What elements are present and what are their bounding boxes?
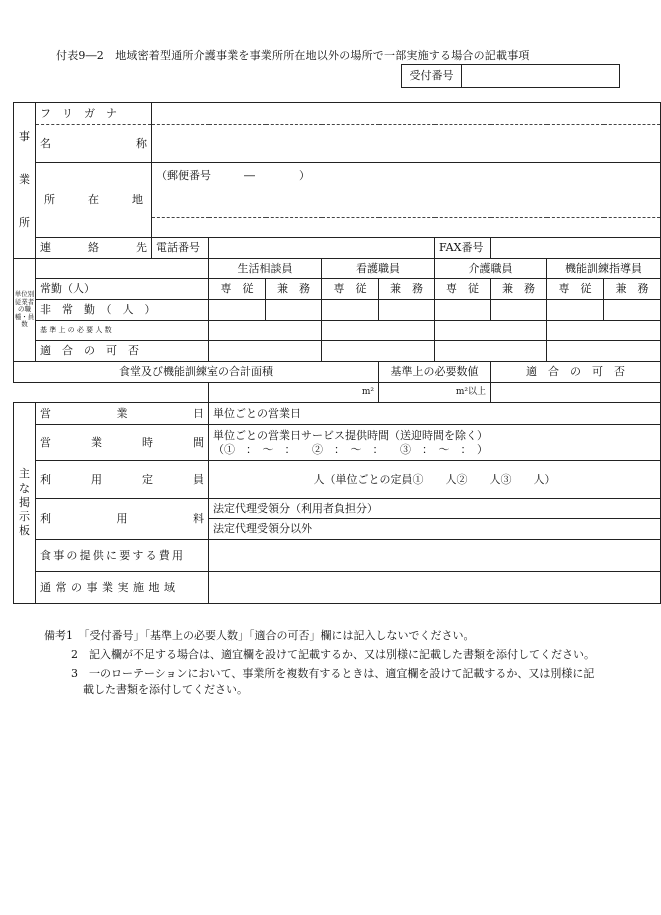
- staff-ok-cell[interactable]: [435, 341, 547, 362]
- staff-cell[interactable]: [379, 300, 435, 321]
- capacity-field[interactable]: 人（単位ごとの定員① 人② 人③ 人）: [209, 461, 661, 499]
- furigana-field[interactable]: [152, 103, 661, 125]
- address-label: 所 在 地: [36, 163, 152, 238]
- staff-header-blank: [36, 259, 209, 279]
- fax-field[interactable]: [491, 238, 661, 259]
- staff-cell[interactable]: [322, 300, 379, 321]
- required-count-label: 基 準 上 の 必 要 人 数: [36, 321, 209, 341]
- board-section-label: 主 な 掲 示 板: [14, 403, 36, 604]
- staff-required-cell[interactable]: [435, 321, 547, 341]
- meal-cost-field[interactable]: [209, 540, 661, 572]
- postal-code-field[interactable]: （郵便番号 ― ）: [152, 163, 661, 218]
- kennmu-label: 兼 務: [604, 279, 661, 300]
- days-label: 営 業 日: [36, 403, 209, 425]
- area-total-field[interactable]: m²: [209, 383, 379, 403]
- senju-label: 専 従: [435, 279, 491, 300]
- parttime-label: 非 常 勤 （ 人 ）: [36, 300, 209, 321]
- service-area-field[interactable]: [209, 572, 661, 604]
- area-ok-field[interactable]: [491, 383, 661, 403]
- job-kinou: 機能訓練指導員: [547, 259, 661, 279]
- staff-cell[interactable]: [491, 300, 547, 321]
- senju-label: 専 従: [547, 279, 604, 300]
- staff-ok-cell[interactable]: [547, 341, 661, 362]
- receipt-number-label: 受付番号: [402, 65, 462, 88]
- staff-section-label: 単位別従業者の職種・員数: [14, 259, 36, 362]
- receipt-number-field[interactable]: [462, 65, 620, 88]
- hours-line-2: （① ： ～ ： ② ： ～ ： ③ ： ～ ： ）: [213, 442, 488, 456]
- name-field[interactable]: [152, 125, 661, 163]
- staff-ok-cell[interactable]: [209, 341, 322, 362]
- fee-field-1[interactable]: 法定代理受領分（利用者負担分）: [209, 499, 661, 519]
- service-area-label: 通常の事業実施地域: [36, 572, 209, 604]
- kennmu-label: 兼 務: [379, 279, 435, 300]
- receipt-number-box: [401, 64, 620, 88]
- hours-field[interactable]: [209, 425, 661, 461]
- meal-cost-label: 食事の提供に要する費用: [36, 540, 209, 572]
- hours-label: 営 業 時 間: [36, 425, 209, 461]
- name-label: 名 称: [36, 125, 152, 163]
- tel-label: 電話番号: [152, 238, 209, 259]
- job-soudanin: 生活相談員: [209, 259, 322, 279]
- fulltime-label: 常勤（人）: [36, 279, 209, 300]
- area-blank: [14, 383, 209, 403]
- fee-field-2[interactable]: 法定代理受領分以外: [209, 519, 661, 540]
- hours-line-1: 単位ごとの営業日サービス提供時間（送迎時間を除く）: [213, 428, 488, 442]
- staff-cell[interactable]: [604, 300, 661, 321]
- area-required-field[interactable]: m²以上: [379, 383, 491, 403]
- kennmu-label: 兼 務: [491, 279, 547, 300]
- main-form-table: [13, 102, 661, 604]
- staff-required-cell[interactable]: [322, 321, 435, 341]
- note-2: 2 記入欄が不足する場合は、適宜欄を設けて記載するか、又は別様に記載した書類を添付してください。: [71, 648, 595, 661]
- staff-cell[interactable]: [435, 300, 491, 321]
- staff-ok-cell[interactable]: [322, 341, 435, 362]
- area-total-label: 食堂及び機能訓練室の合計面積: [14, 362, 379, 383]
- senju-label: 専 従: [209, 279, 266, 300]
- note-1: 備考1 「受付番号」「基準上の必要人数」「適合の可否」欄には記入しないでください。: [44, 629, 475, 642]
- job-kaigo: 介護職員: [435, 259, 547, 279]
- staff-required-cell[interactable]: [209, 321, 322, 341]
- tel-field[interactable]: [209, 238, 435, 259]
- fax-label: FAX番号: [435, 238, 491, 259]
- furigana-label: フ リ ガ ナ: [36, 103, 152, 125]
- capacity-label: 利 用 定 員: [36, 461, 209, 499]
- note-3: 3 一のローテーションにおいて、事業所を複数有するときは、適宜欄を設けて記載するか、又は別様に記載した書類を添付してください。: [71, 667, 595, 696]
- area-ok-label: 適 合 の 可 否: [491, 362, 661, 383]
- address-field[interactable]: [152, 218, 661, 238]
- staff-ok-label: 適 合 の 可 否: [36, 341, 209, 362]
- days-field[interactable]: 単位ごとの営業日: [209, 403, 661, 425]
- jigyosho-section-label: 事 業 所: [14, 103, 36, 259]
- notes: [44, 628, 604, 701]
- area-required-label: 基準上の必要数値: [379, 362, 491, 383]
- contact-label: 連 絡 先: [36, 238, 152, 259]
- job-kango: 看護職員: [322, 259, 435, 279]
- staff-cell[interactable]: [266, 300, 322, 321]
- staff-cell[interactable]: [209, 300, 266, 321]
- staff-cell[interactable]: [547, 300, 604, 321]
- form-title: 付表9―2 地域密着型通所介護事業を事業所所在地以外の場所で一部実施する場合の記載事項: [56, 49, 530, 62]
- kennmu-label: 兼 務: [266, 279, 322, 300]
- staff-required-cell[interactable]: [547, 321, 661, 341]
- senju-label: 専 従: [322, 279, 379, 300]
- fee-label: 利 用 料: [36, 499, 209, 540]
